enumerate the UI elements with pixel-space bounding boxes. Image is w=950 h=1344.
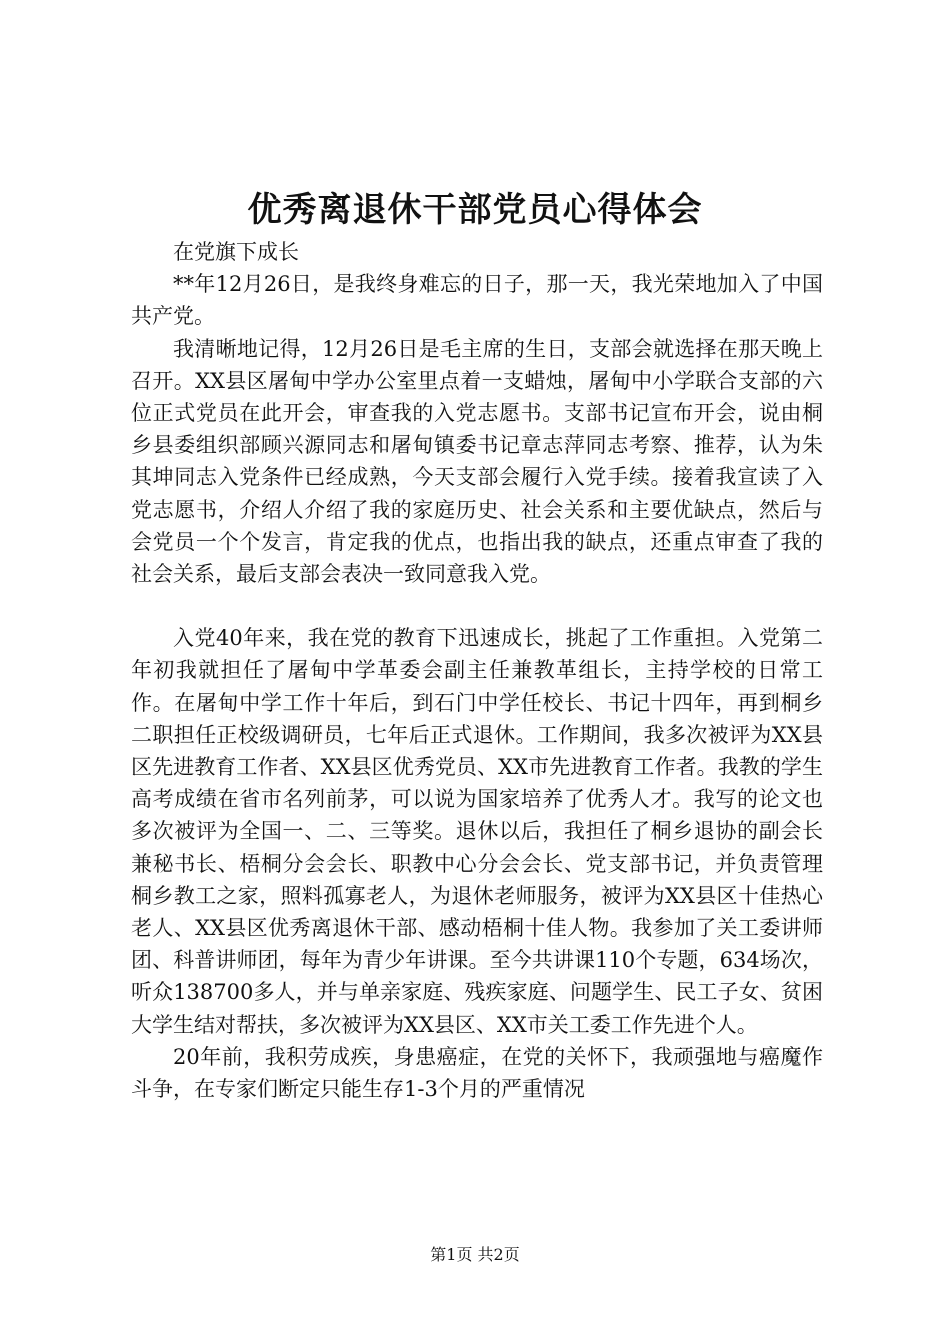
paragraph-1: **年12月26日，是我终身难忘的日子，那一天，我光荣地加入了中国共产党。 [131,272,823,329]
paragraph-2: 我清晰地记得，12月26日是毛主席的生日，支部会就选择在那天晚上召开。XX县区屠甸中学办公室里点着一支蜡烛，屠甸中小学联合支部的六位正式党员在此开会，审查我的入党志愿书。支部书记宣布开会，说由桐乡县委组织部顾兴源同志和屠甸镇委书记章志萍同志考察、推荐，认为朱其坤同志入党条件已经成熟，今天支部会履行入党手续。接着我宣读了入党志愿书，介绍人介绍了我的家庭历史、社会关系和主要优缺点，然后与会党员一个个发言，肯定我的优点，也指出我的缺点，还重点审查了我的社会关系，最后支部会表决一致同意我入党。 [131,336,823,587]
paragraph-spacer [131,590,823,622]
paragraph-4: 20年前，我积劳成疾，身患癌症，在党的关怀下，我顽强地与癌魔作斗争，在专家们断定只能生存1-3个月的严重情况 [131,1044,823,1102]
subtitle: 在党旗下成长 [173,240,299,264]
document-body [131,236,823,1105]
page-footer: 第1页 共2页 [430,1245,520,1264]
paragraph-3: 入党40年来，我在党的教育下迅速成长，挑起了工作重担。入党第二年初我就担任了屠甸中学革委会副主任兼教革组长，主持学校的日常工作。在屠甸中学工作十年后，到石门中学任校长、书记十四年，再到桐乡二职担任正校级调研员，七年后正式退休。工作期间，我多次被评为XX县区先进教育工作者、XX县区优秀党员、XX市先进教育工作者。我教的学生高考成绩在省市名列前茅，可以说为国家培养了优秀人才。我写的论文也多次被评为全国一、二、三等奖。退休以后，我担任了桐乡退协的副会长兼秘书长、梧桐分会会长、职教中心分会会长、党支部书记，并负责管理桐乡教工之家，照料孤寡老人，为退休老师服务，被评为XX县区十佳热心老人、XX县区优秀离退休干部、感动梧桐十佳人物。我参加了关工委讲师团、科普讲师团，每年为青少年讲课。至今共讲课110个专题，634场次，听众138700多人，并与单亲家庭、残疾家庭、问题学生、民工子女、贫困大学生结对帮扶，多次被评为XX县区、XX市关工委工作先进个人。 [131,626,823,1037]
document-title: 优秀离退休干部党员心得体会 [247,190,703,230]
